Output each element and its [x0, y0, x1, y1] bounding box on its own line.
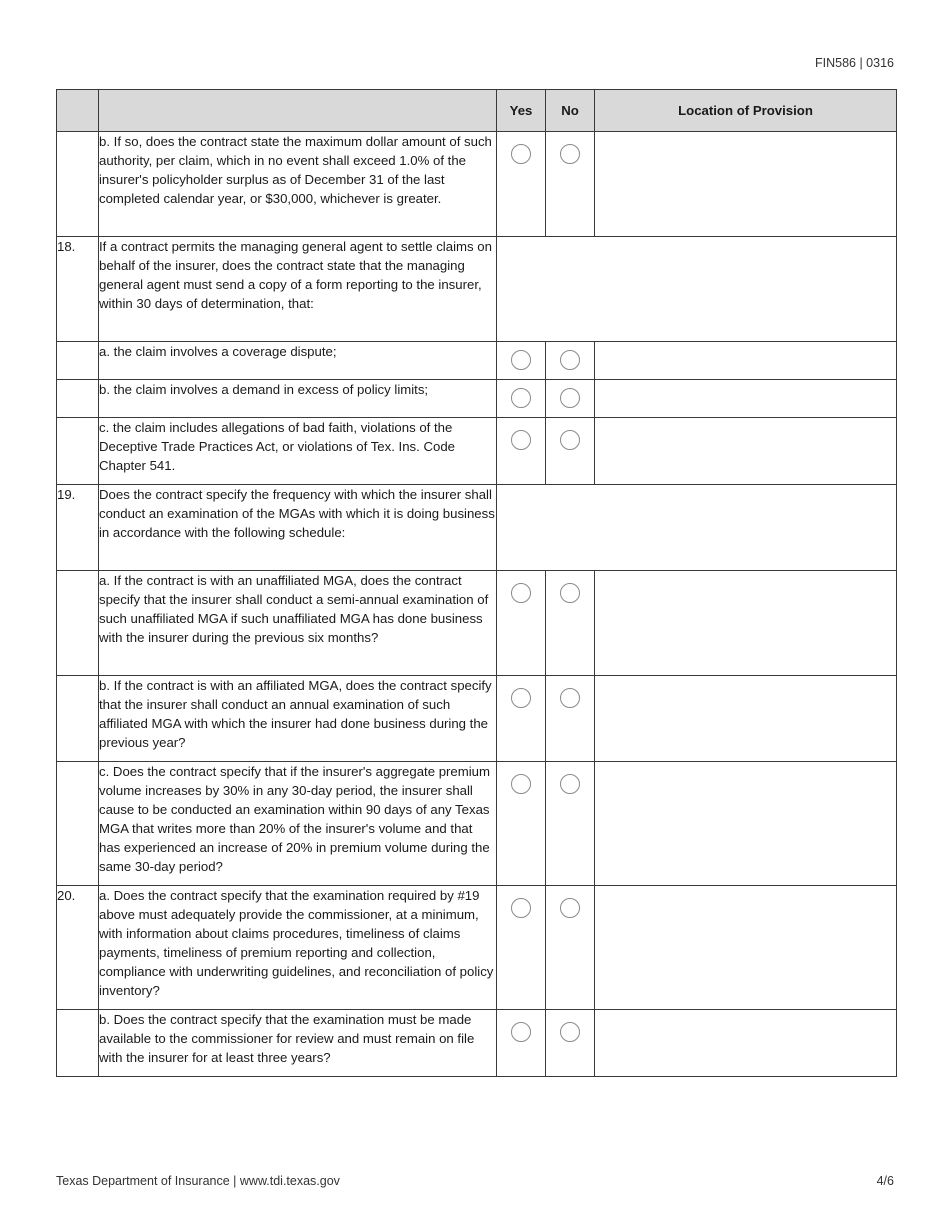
- provision-checklist-table: [56, 89, 897, 1077]
- yes-radio[interactable]: [511, 688, 531, 708]
- table-row: [57, 418, 897, 485]
- header-yes: Yes: [497, 90, 546, 132]
- table-row: [57, 571, 897, 676]
- location-of-provision-field[interactable]: [595, 342, 897, 380]
- no-radio[interactable]: [560, 430, 580, 450]
- table-row: [57, 132, 897, 237]
- location-of-provision-field[interactable]: [595, 418, 897, 485]
- page-number: 4/6: [876, 1174, 894, 1188]
- no-cell: [546, 676, 595, 762]
- yes-cell: [497, 762, 546, 886]
- yes-cell: [497, 676, 546, 762]
- question-text: b. If the contract is with an affiliated MGA, does the contract specify that the insurer shall conduct an annual examination of such affiliated MGA with which the insurer had done business during the previous year?: [99, 676, 497, 762]
- location-of-provision-field[interactable]: [595, 1010, 897, 1077]
- item-number: [57, 418, 99, 485]
- question-text: a. Does the contract specify that the examination required by #19 above must adequately provide the commissioner, at a minimum, with information about claims procedures, timeliness of claims payments, timeliness of premium reporting and collection, compliance with underwriting guidelines, and reconciliation of policy inventory?: [99, 886, 497, 1010]
- item-number: 20.: [57, 886, 99, 1010]
- header-number: [57, 90, 99, 132]
- question-text: c. Does the contract specify that if the insurer's aggregate premium volume increases by 30% in any 30-day period, the insurer shall cause to be conducted an examination within 90 days of any Texas MGA that writes more than 20% of the insurer's volume and that has experienced an increase of 20% in premium volume during the same 30-day period?: [99, 762, 497, 886]
- location-of-provision-field[interactable]: [595, 380, 897, 418]
- item-number: [57, 1010, 99, 1077]
- yes-cell: [497, 418, 546, 485]
- no-radio[interactable]: [560, 688, 580, 708]
- no-cell: [546, 132, 595, 237]
- header-no: No: [546, 90, 595, 132]
- yes-cell: [497, 380, 546, 418]
- table-header-row: [57, 90, 897, 132]
- location-of-provision-field[interactable]: [595, 571, 897, 676]
- question-text: b. Does the contract specify that the examination must be made available to the commissioner for review and must remain on file with the insurer for at least three years?: [99, 1010, 497, 1077]
- location-of-provision-field[interactable]: [595, 676, 897, 762]
- item-number: [57, 380, 99, 418]
- no-radio[interactable]: [560, 583, 580, 603]
- yes-radio[interactable]: [511, 583, 531, 603]
- yes-radio[interactable]: [511, 430, 531, 450]
- no-radio[interactable]: [560, 1022, 580, 1042]
- question-text: a. the claim involves a coverage dispute;: [99, 342, 497, 380]
- item-number: 19.: [57, 485, 99, 571]
- form-code: FIN586 | 0316: [815, 56, 894, 70]
- yes-radio[interactable]: [511, 388, 531, 408]
- yes-radio[interactable]: [511, 144, 531, 164]
- merged-answer-cell: [497, 237, 897, 342]
- question-text: b. the claim involves a demand in excess of policy limits;: [99, 380, 497, 418]
- no-radio[interactable]: [560, 388, 580, 408]
- yes-cell: [497, 886, 546, 1010]
- item-number: [57, 571, 99, 676]
- no-radio[interactable]: [560, 774, 580, 794]
- item-number: [57, 342, 99, 380]
- footer-agency: Texas Department of Insurance | www.tdi.texas.gov: [56, 1174, 340, 1188]
- header-question: [99, 90, 497, 132]
- table-row: [57, 1010, 897, 1077]
- no-cell: [546, 380, 595, 418]
- table-row: [57, 886, 897, 1010]
- yes-cell: [497, 342, 546, 380]
- no-cell: [546, 762, 595, 886]
- question-text: If a contract permits the managing general agent to settle claims on behalf of the insurer, does the contract state that the managing general agent must send a copy of a form reporting to the insurer, within 30 days of determination, that:: [99, 237, 497, 342]
- table-row: [57, 676, 897, 762]
- question-text: Does the contract specify the frequency with which the insurer shall conduct an examination of the MGAs with which it is doing business in accordance with the following schedule:: [99, 485, 497, 571]
- header-location-of-provision: Location of Provision: [595, 90, 897, 132]
- no-cell: [546, 886, 595, 1010]
- no-cell: [546, 571, 595, 676]
- item-number: [57, 132, 99, 237]
- question-text: c. the claim includes allegations of bad faith, violations of the Deceptive Trade Practices Act, or violations of Tex. Ins. Code Chapter 541.: [99, 418, 497, 485]
- question-text: b. If so, does the contract state the maximum dollar amount of such authority, per claim, which in no event shall exceed 1.0% of the insurer's policyholder surplus as of December 31 of the last completed calendar year, or $30,000, whichever is greater.: [99, 132, 497, 237]
- table-row: [57, 485, 897, 571]
- yes-cell: [497, 132, 546, 237]
- no-radio[interactable]: [560, 350, 580, 370]
- yes-radio[interactable]: [511, 350, 531, 370]
- item-number: 18.: [57, 237, 99, 342]
- yes-cell: [497, 1010, 546, 1077]
- item-number: [57, 762, 99, 886]
- no-cell: [546, 1010, 595, 1077]
- no-cell: [546, 342, 595, 380]
- location-of-provision-field[interactable]: [595, 762, 897, 886]
- location-of-provision-field[interactable]: [595, 886, 897, 1010]
- yes-radio[interactable]: [511, 774, 531, 794]
- no-radio[interactable]: [560, 144, 580, 164]
- table-row: [57, 237, 897, 342]
- table-row: [57, 380, 897, 418]
- merged-answer-cell: [497, 485, 897, 571]
- no-radio[interactable]: [560, 898, 580, 918]
- yes-radio[interactable]: [511, 898, 531, 918]
- yes-radio[interactable]: [511, 1022, 531, 1042]
- table-row: [57, 762, 897, 886]
- no-cell: [546, 418, 595, 485]
- item-number: [57, 676, 99, 762]
- table-row: [57, 342, 897, 380]
- location-of-provision-field[interactable]: [595, 132, 897, 237]
- question-text: a. If the contract is with an unaffiliated MGA, does the contract specify that the insurer shall conduct a semi-annual examination of such unaffiliated MGA if such unaffiliated MGA has done business with the insurer during the previous six months?: [99, 571, 497, 676]
- yes-cell: [497, 571, 546, 676]
